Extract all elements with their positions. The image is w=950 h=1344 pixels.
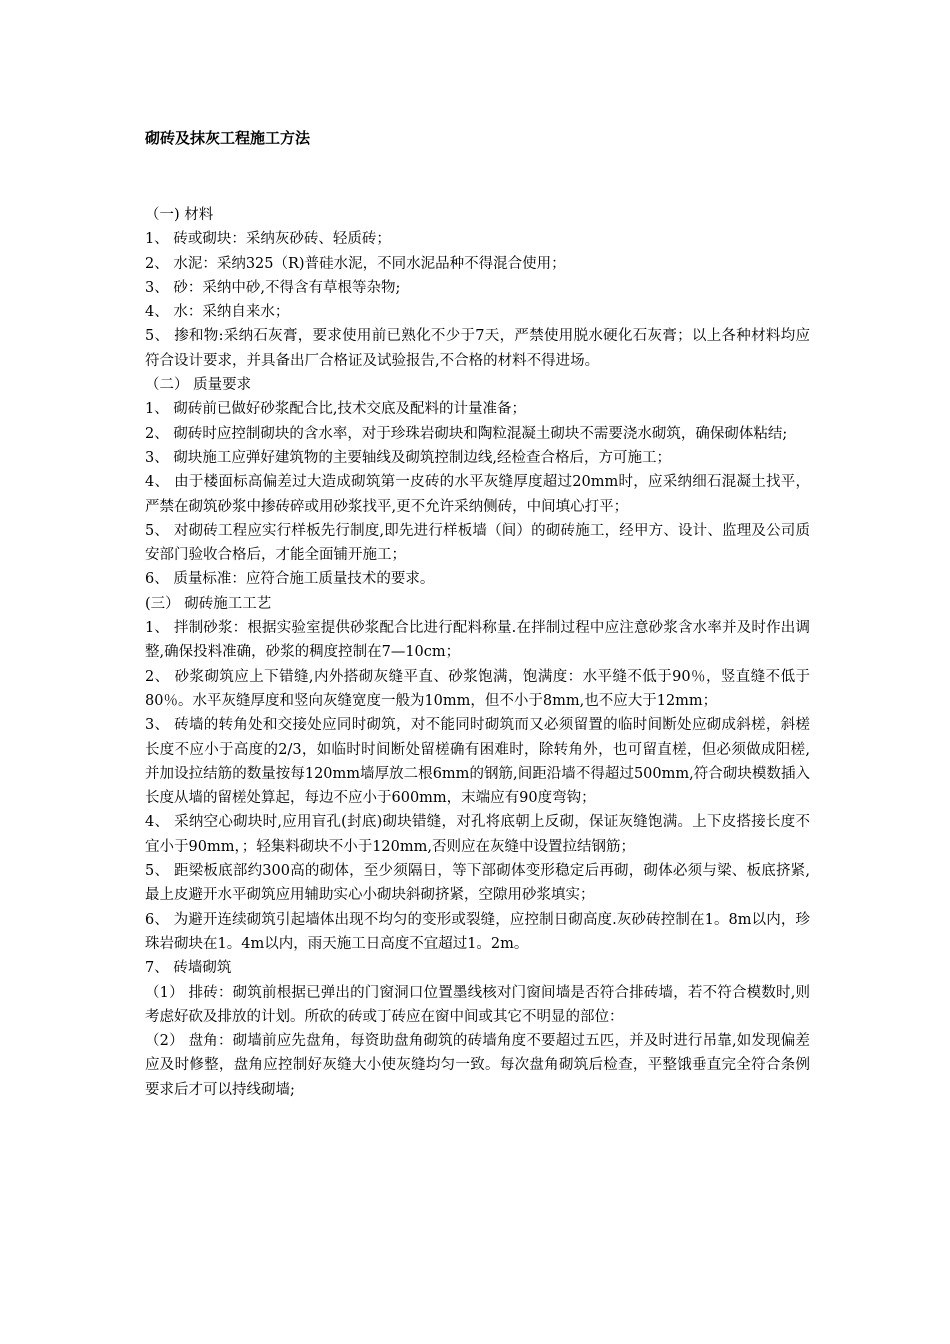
paragraph: （2） 盘角：砌墙前应先盘角，每资助盘角砌筑的砖墙角度不要超过五匹，并及时进行吊靠,如发现偏差应及时修整，盘角应控制好灰缝大小使灰缝均匀一致。每次盘角砌筑后检查，平整饿垂直完全符合条例要求后才可以持线砌墙;	[145, 1033, 810, 1098]
paragraph: 1、 拌制砂浆：根据实验室提供砂浆配合比进行配料称量.在拌制过程中应注意砂浆含水率并及时作出调整,确保投料准确，砂浆的稠度控制在7—10cm；	[145, 620, 810, 661]
paragraph: 5、 掺和物:采纳石灰膏，要求使用前已熟化不少于7天，严禁使用脱水硬化石灰膏；以上各种材料均应符合设计要求，并具备出厂合格证及试验报告,不合格的材料不得进场。	[145, 328, 810, 369]
paragraph: 2、 砌砖时应控制砌块的含水率，对于珍珠岩砌块和陶粒混凝土砌块不需要浇水砌筑，确保砌体粘结;	[145, 425, 788, 442]
paragraph: （1） 排砖：砌筑前根据已弹出的门窗洞口位置墨线核对门窗间墙是否符合排砖墙，若不符合模数时,则考虑好砍及排放的计划。所砍的砖或丁砖应在窗中间或其它不明显的部位：	[145, 984, 810, 1025]
paragraph: （一) 材料	[145, 207, 214, 223]
paragraph: 5、 对砌砖工程应实行样板先行制度,即先进行样板墙（间）的砌砖施工，经甲方、设计、监理及公司质安部门验收合格后，才能全面铺开施工；	[145, 522, 810, 564]
paragraph: 4、 由于楼面标高偏差过大造成砌筑第一皮砖的水平灰缝厚度超过20mm时，应采纳细石混凝土找平，严禁在砌筑砂浆中掺砖碎或用砂浆找平,更不允许采纳侧砖，中间填心打平；	[145, 474, 810, 515]
paragraph: 1、 砌砖前已做好砂浆配合比,技术交底及配料的计量准备；	[145, 401, 526, 418]
paragraph: 1、 砖或砌块：采纳灰砂砖、轻质砖；	[145, 231, 391, 248]
paragraph: 4、 采纳空心砌块时,应用盲孔(封底)砌块错缝，对孔将底朝上反砌，保证灰缝饱满。上下皮搭接长度不宜小于90mm，；轻集料砌块不小于120mm,否则应在灰缝中设置拉结钢筋；	[145, 814, 810, 855]
paragraph: (三） 砌砖施工工艺	[145, 595, 272, 612]
paragraph: 5、 距梁板底部约300高的砌体，至少须隔日，等下部砌体变形稳定后再砌，砌体必须与梁、板底挤紧,最上皮避开水平砌筑应用辅助实心小砌块斜砌挤紧，空隙用砂浆填实；	[145, 863, 810, 904]
paragraph: 3、 砂：采纳中砂,不得含有草根等杂物;	[145, 279, 401, 296]
paragraph: 6、 为避开连续砌筑引起墙体出现不均匀的变形或裂缝，应控制日砌高度.灰砂砖控制在1。8m以内，珍珠岩砌块在1。4m以内，雨天施工日高度不宜超过1。2m。	[145, 911, 810, 952]
paragraph: 6、 质量标准：应符合施工质量技术的要求。	[145, 571, 435, 588]
paragraph: 2、 水泥：采纳325（R)普硅水泥，不同水泥品种不得混合使用；	[145, 255, 566, 272]
document-title: 砌砖及抹灰工程施工方法	[145, 129, 311, 147]
paragraph: 7、 砖墙砌筑	[145, 960, 232, 977]
paragraph: 3、 砖墙的转角处和交接处应同时砌筑，对不能同时砌筑而又必须留置的临时间断处应砌成斜槎，斜槎长度不应小于高度的2/3，如临时时间断处留槎确有困难时，除转角外，也可留直槎，但必须做成阳槎,并加设拉结筋的数量按每120mm墙厚放二根6mm的钢筋,间距沿墙不得超过500mm,符合砌块模数插入长度从墙的留槎处算起，每边不应小于600mm，末端应有90度弯钩；	[145, 717, 810, 807]
paragraph: 3、 砌块施工应弹好建筑物的主要轴线及砌筑控制边线,经检查合格后，方可施工；	[145, 449, 671, 466]
paragraph: （二） 质量要求	[145, 377, 252, 394]
paragraph: 4、 水：采纳自来水；	[145, 304, 290, 321]
paragraph: 2、 砂浆砌筑应上下错缝,内外搭砌灰缝平直、砂浆饱满，饱满度：水平缝不低于90％，竖直缝不低于80％。水平灰缝厚度和竖向灰缝宽度一般为10mm，但不小于8mm,也不应大于12mm；	[145, 668, 810, 709]
document-body	[145, 203, 810, 1102]
